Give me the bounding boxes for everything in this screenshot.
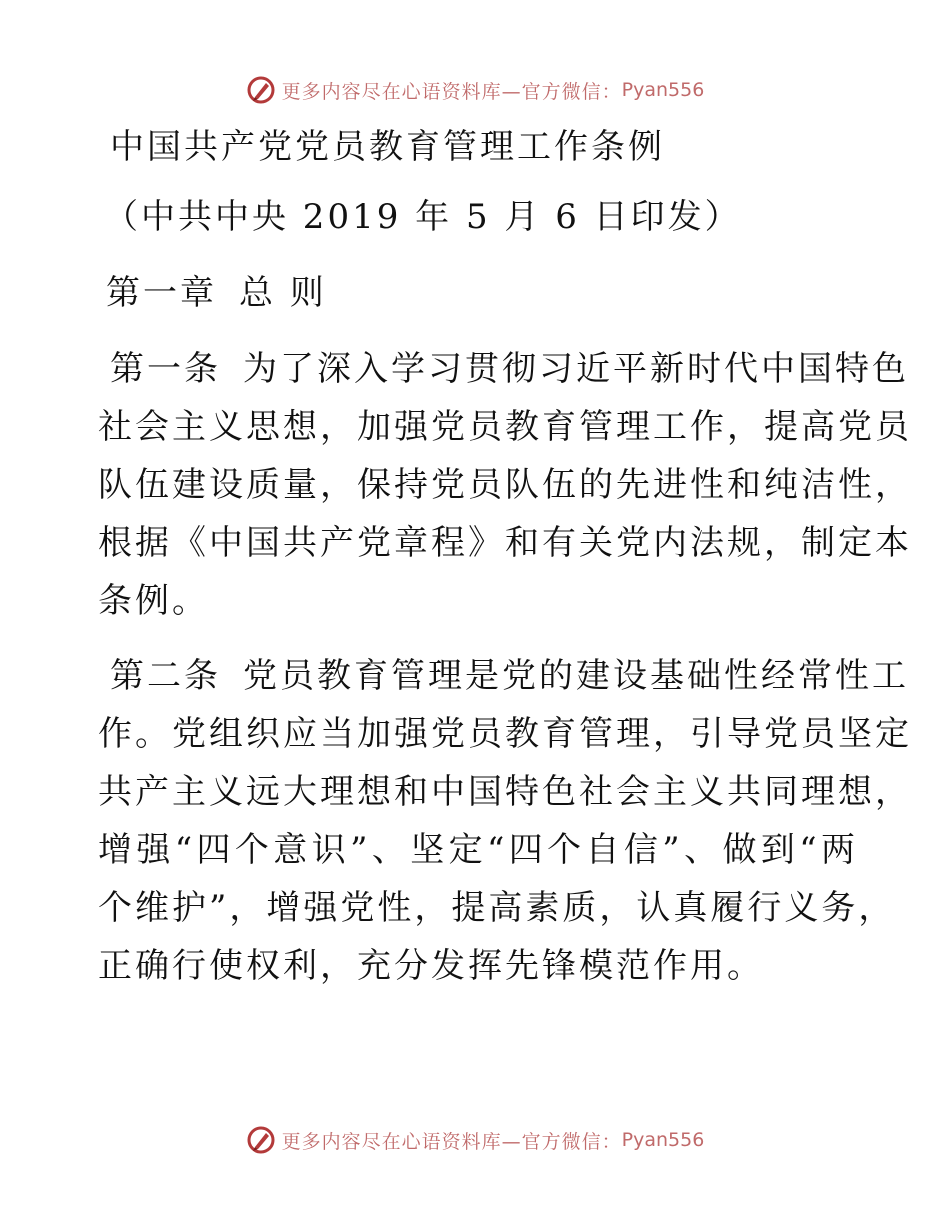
pen-logo-icon (246, 1125, 276, 1155)
watermark-wechat-id: Pyan556 (621, 79, 705, 101)
article-1-line-2: 社会主义思想，加强党员教育管理工作，提高党员 (98, 407, 912, 447)
article-2-line-4: 增强“四个意识”、坚定“四个自信”、做到“两 (98, 830, 858, 870)
watermark-wechat-id: Pyan556 (621, 1129, 705, 1151)
article-2-line-5: 个维护”，增强党性，提高素质，认真履行义务， (98, 888, 896, 928)
article-1 (98, 340, 912, 630)
article-1-line-3: 队伍建设质量，保持党员队伍的先进性和纯洁性， (98, 465, 912, 505)
article-2-line-1: 第二条 党员教育管理是党的建设基础性经常性工 (110, 656, 909, 696)
article-1-line-5: 条例。 (98, 581, 209, 621)
watermark-footer (0, 1120, 950, 1160)
pen-logo-icon (246, 75, 276, 105)
watermark-text: 更多内容尽在心语资料库—官方微信： (281, 1130, 622, 1153)
article-2-line-3: 共产主义远大理想和中国特色社会主义共同理想， (98, 772, 912, 812)
article-1-label: 第一条 (110, 349, 221, 389)
document-title: 中国共产党党员教育管理工作条例 (110, 127, 665, 167)
article-2-line-2: 作。党组织应当加强党员教育管理，引导党员坚定 (98, 714, 912, 754)
article-1-line-4: 根据《中国共产党章程》和有关党内法规，制定本 (98, 523, 912, 563)
watermark-text: 更多内容尽在心语资料库—官方微信： (281, 80, 622, 103)
chapter-label: 第一章 (106, 273, 217, 313)
document-subtitle: （中共中央 2019 年 5 月 6 日印发） (104, 197, 742, 237)
article-2-line-6: 正确行使权利，充分发挥先锋模范作用。 (98, 946, 764, 986)
chapter-heading (106, 264, 327, 322)
chapter-name: 总 则 (239, 273, 327, 313)
watermark-header (0, 70, 950, 110)
article-1-line-1: 第一条 为了深入学习贯彻习近平新时代中国特色 (110, 349, 909, 389)
article-2-label: 第二条 (110, 656, 221, 696)
article-2 (98, 647, 912, 995)
